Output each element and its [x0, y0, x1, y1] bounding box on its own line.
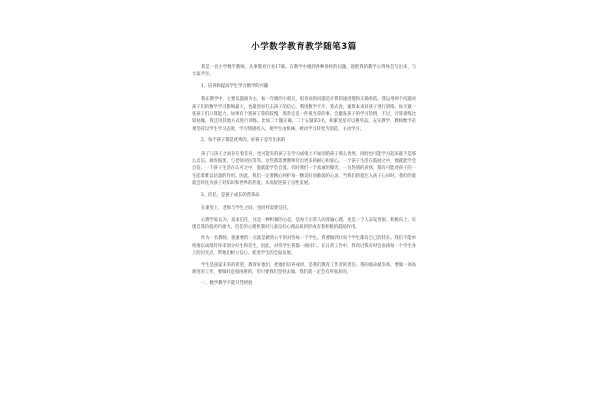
section-heading-3: 3、信任，是孩子成长的营养品: [201, 192, 260, 198]
paragraph-interest: 我在教学中，主要以鼓励为主，如一年级的小朋友，很喜欢的问题是计算的速度慢和正确率低。我运用两个问题对孩子们的数学学习影响最大，也最容易打击孩子的信心，利用数学卡片，算式卷，速算本来对孩子进行训练，每天做一张孩子们口算能力。如果有个别孩子算的较慢，那肯定是一件很光荣的事。会激发孩子的学习热情，不过，计算训练比较枯燥，我还用其他方式进行训练。比如二十题正确，二十五题第3名，积累星星可以换奖品。充实教学，教师数学必须坚持以学生学习态度、学习情感投入，使学生由机械、被动学习转变为创造、主动学习。: [192, 97, 416, 132]
paragraph-psychology: 心理学家认为，追求信任，这是一种积极的心态，是每个正常人的普遍心理，也是一个人奋发进取、积极向上、实现自我价值的内驱力。信任的心理机制对儿童良好心理品质的形成有着积极的鼓励作用。: [192, 217, 416, 230]
section-heading-1: 1、培养和提高学生学习数学的兴趣: [201, 83, 269, 89]
paragraph-praise: 孩子与孩子之间存在着差异，也可能有的孩子在学习成绩上不如别的孩子那么优秀，同时也可能学习起来就不是那么自信。调皮捣蛋，与老师对抗等等。这些都需要教师付出更多的耐心和爱心。一个孩子生活在鼓励之中，他就能学会自信；一个孩子生活在认可之中，他就能学会自爱。有时我们一个真诚的微笑、一句热情的表扬，都有可能对孩子的一生起着难以估量的作用。因此，我们一定要精心呵护每一颗美好而脆弱的心灵。当我们的爱注入孩子心田时，我们的爱就会转化为孩子对知识和世界的热爱，从而促进孩子良性发展。: [192, 151, 416, 187]
section-heading-experience: 一、数学教学不能只凭经验: [201, 281, 253, 287]
document-page: [192, 30, 416, 400]
document-title: 小学数学教育教学随笔3篇: [251, 42, 357, 52]
section-heading-2: 2、每个孩子都是优秀的，好孩子是夸出来的: [201, 138, 286, 144]
paragraph-fairness: 作为一名教师，很重要的一点就是做到公平的对待每一个学生。我要做到让每个学生都有自己的特长。我们不能单纯地以成绩好坏来划分好生和差生。因此，对待学生我都一视同仁，在日常工作中，我说过我有时会表扬每一个学生身上的闪光点，帮他们树立信心，促进学生的全面发展。: [192, 236, 416, 257]
paragraph-intro: 我是一名小学数学教师。从事教育行业17载。在教学中遇到各种各样的问题。现把我的教学心得体会写出来，与大家共享。: [192, 65, 416, 78]
paragraph-trust-intro: 在课堂上，老师与学生之间，也同样需要信任。: [201, 206, 292, 212]
paragraph-responsibility: 学生是国家未来的希望，教育好他们，把他们培养成材，是我们教育工作者的责任。我的使命最崇高，要做一项高难度的工作，要做好是很困难的，但只要我们坚持去做，我们就一定会有所收获的。: [192, 262, 416, 275]
